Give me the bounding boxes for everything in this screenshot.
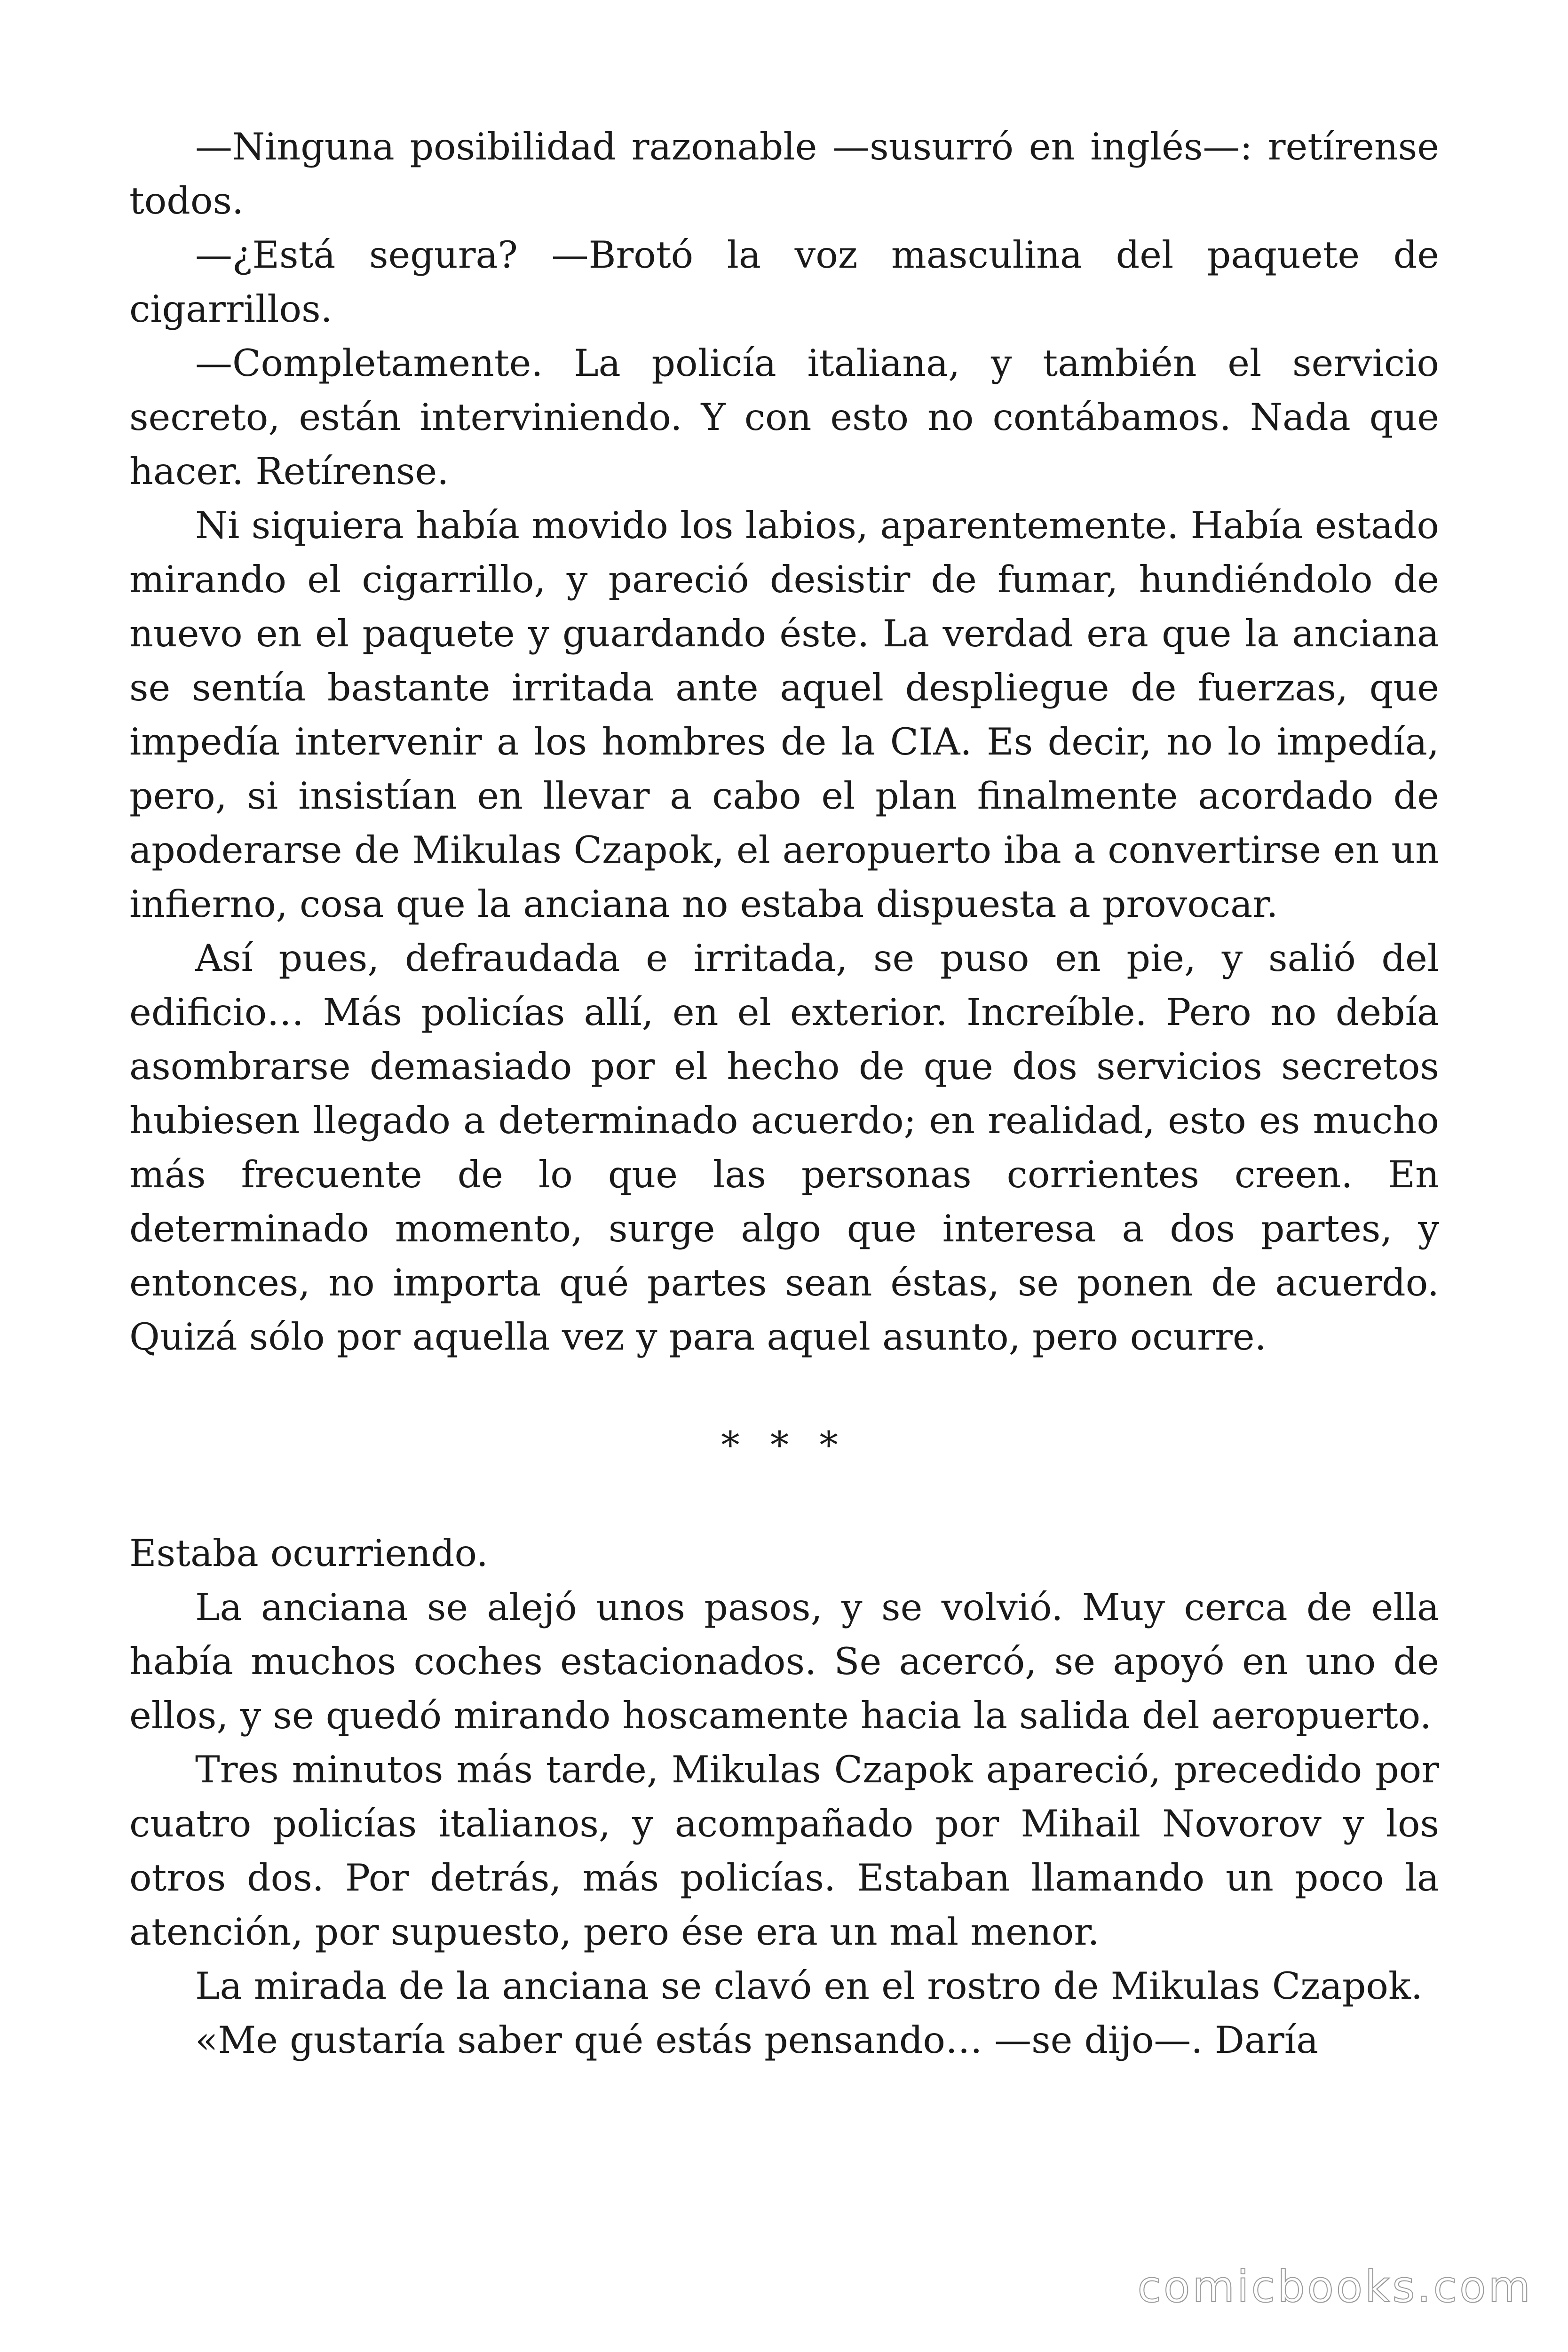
paragraph-4: Ni siquiera había movido los labios, aparentemente. Había estado mirando el cigarrillo, y pareció desistir de fumar, hundiéndolo de nuevo en el paquete y guardando éste. La verdad era que la anciana se sentía bastante irritada ante aquel despliegue de fuerzas, que impedía intervenir a los hombres de la CIA. Es decir, no lo impedía, pero, si insistían en llevar a cabo el plan finalmente acordado de apoderarse de Mikulas Czapok, el aeropuerto iba a convertirse en un infierno, cosa que la anciana no estaba dispuesta a provocar. [129, 504, 1439, 926]
page-body [129, 120, 1439, 2067]
paragraph-9: La mirada de la anciana se clavó en el rostro de Mikulas Czapok. [195, 1964, 1423, 2008]
scene-break: * * * [721, 1423, 847, 1467]
paragraph-8: Tres minutos más tarde, Mikulas Czapok apareció, precedido por cuatro policías italianos, y acompañado por Mihail Novorov y los otros dos. Por detrás, más policías. Estaban llamando un poco la atención, por supuesto, pero ése era un mal menor. [129, 1748, 1439, 1954]
paragraph-2: —¿Está segura? —Brotó la voz masculina del paquete de cigarrillos. [129, 233, 1439, 331]
paragraph-10: «Me gustaría saber qué estás pensando… —se dijo—. Daría [195, 2018, 1319, 2062]
paragraph-7: La anciana se alejó unos pasos, y se volvió. Muy cerca de ella había muchos coches estacionados. Se acercó, se apoyó en uno de ellos, y se quedó mirando hoscamente hacia la salida del aeropuerto. [129, 1586, 1439, 1737]
watermark: comicbooks.com [1137, 2262, 1533, 2312]
paragraph-1: —Ninguna posibilidad razonable —susurró en inglés—: retírense todos. [129, 125, 1439, 222]
paragraph-3: —Completamente. La policía italiana, y también el servicio secreto, están interviniendo. Y con esto no contábamos. Nada que hacer. Retírense. [129, 342, 1439, 493]
paragraph-5: Así pues, defraudada e irritada, se puso en pie, y salió del edificio… Más policías allí, en el exterior. Increíble. Pero no debía asombrarse demasiado por el hecho de que dos servicios secretos hubiesen llegado a determinado acuerdo; en realidad, esto es mucho más frecuente de lo que las personas corrientes creen. En determinado momento, surge algo que interesa a dos partes, y entonces, no importa qué partes sean éstas, se ponen de acuerdo. Quizá sólo por aquella vez y para aquel asunto, pero ocurre. [129, 937, 1439, 1359]
paragraph-6: Estaba ocurriendo. [129, 1532, 488, 1575]
